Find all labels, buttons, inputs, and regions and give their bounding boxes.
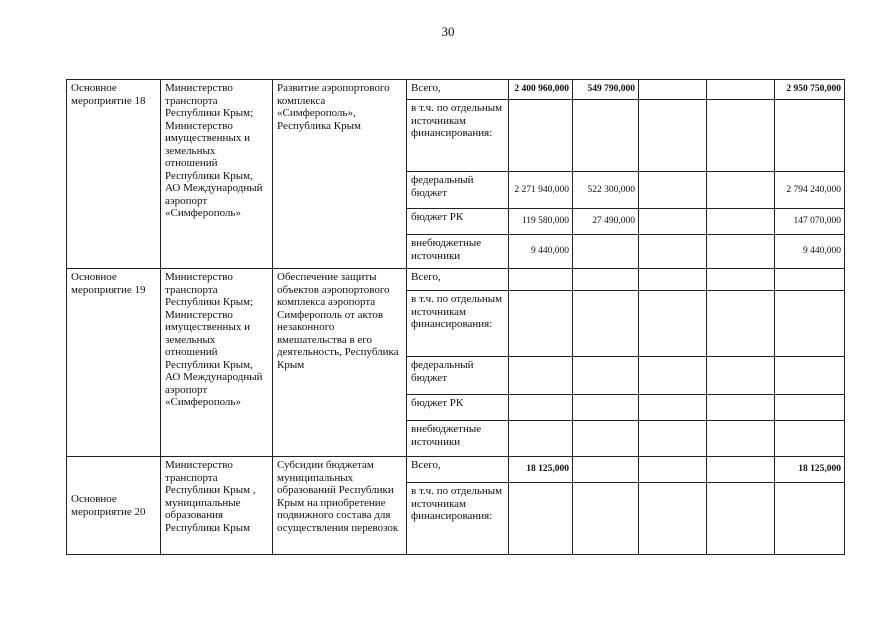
amount-cell [639, 100, 707, 172]
amount-cell [573, 421, 639, 457]
amount-cell [639, 457, 707, 483]
amount-cell: 9 440,000 [775, 235, 845, 269]
page-number: 30 [441, 24, 455, 39]
executor-cell: Министерство транспорта Республики Крым , муниципальные образования Республики Крым [161, 457, 273, 555]
amount-cell [639, 483, 707, 555]
amount-cell: 2 400 960,000 [509, 80, 573, 100]
amount-cell [707, 80, 775, 100]
amount-cell [639, 235, 707, 269]
table-row [67, 269, 845, 291]
amount-cell [639, 395, 707, 421]
amount-cell [775, 291, 845, 357]
amount-cell: 2 950 750,000 [775, 80, 845, 100]
amount-cell [707, 269, 775, 291]
amount-cell [639, 421, 707, 457]
amount-cell: 2 794 240,000 [775, 172, 845, 209]
amount-cell: 549 790,000 [573, 80, 639, 100]
amount-cell [775, 483, 845, 555]
amount-cell [509, 421, 573, 457]
amount-cell [707, 395, 775, 421]
amount-cell [509, 100, 573, 172]
amount-cell: 119 580,000 [509, 209, 573, 235]
amount-cell: 18 125,000 [775, 457, 845, 483]
amount-cell [573, 357, 639, 395]
table-row [67, 80, 845, 100]
funding-source-cell: бюджет РК [407, 395, 509, 421]
description-cell: Субсидии бюджетам муниципальных образований Республики Крым на приобретение подвижного состава для осуществления перевозок [273, 457, 407, 555]
table-row [67, 457, 845, 483]
amount-cell [707, 421, 775, 457]
amount-cell [573, 457, 639, 483]
amount-cell [707, 172, 775, 209]
amount-cell [573, 235, 639, 269]
funding-source-cell: Всего, [407, 80, 509, 100]
amount-cell [707, 291, 775, 357]
funding-source-cell: федеральный бюджет [407, 172, 509, 209]
amount-cell [573, 100, 639, 172]
measure-name-cell: Основное мероприятие 20 [67, 457, 161, 555]
amount-cell [573, 269, 639, 291]
funding-source-cell: в т.ч. по отдельным источникам финансирования: [407, 100, 509, 172]
amount-cell [573, 483, 639, 555]
amount-cell [639, 291, 707, 357]
amount-cell: 27 490,000 [573, 209, 639, 235]
amount-cell [707, 235, 775, 269]
funding-source-cell: федеральный бюджет [407, 357, 509, 395]
funding-source-cell: внебюджетные источники [407, 235, 509, 269]
executor-cell: Министерство транспорта Республики Крым; Министерство имущественных и земельных отношений Республики Крым, АО Международный аэропорт «Симферополь» [161, 80, 273, 269]
amount-cell [707, 457, 775, 483]
amount-cell [509, 291, 573, 357]
funding-source-cell: в т.ч. по отдельным источникам финансирования: [407, 483, 509, 555]
amount-cell: 9 440,000 [509, 235, 573, 269]
amount-cell [775, 100, 845, 172]
description-cell: Развитие аэропортового комплекса «Симферополь», Республика Крым [273, 80, 407, 269]
amount-cell [707, 209, 775, 235]
funding-source-cell: внебюджетные источники [407, 421, 509, 457]
amount-cell [639, 80, 707, 100]
amount-cell [775, 395, 845, 421]
amount-cell [509, 395, 573, 421]
amount-cell [509, 483, 573, 555]
funding-source-cell: Всего, [407, 457, 509, 483]
amount-cell [639, 209, 707, 235]
amount-cell [707, 100, 775, 172]
amount-cell [775, 357, 845, 395]
measure-name-cell: Основное мероприятие 19 [67, 269, 161, 457]
amount-cell: 2 271 940,000 [509, 172, 573, 209]
funding-source-cell: Всего, [407, 269, 509, 291]
description-cell: Обеспечение защиты объектов аэропортового комплекса аэропорта Симферополь от актов незаконного вмешательства в его деятельность, Республика Крым [273, 269, 407, 457]
funding-source-cell: бюджет РК [407, 209, 509, 235]
amount-cell [639, 172, 707, 209]
executor-cell: Министерство транспорта Республики Крым; Министерство имущественных и земельных отношений Республики Крым, АО Международный аэропорт «Симферополь» [161, 269, 273, 457]
amount-cell [775, 269, 845, 291]
amount-cell [707, 483, 775, 555]
amount-cell [509, 357, 573, 395]
amount-cell [573, 291, 639, 357]
amount-cell [639, 357, 707, 395]
measure-name-cell: Основное мероприятие 18 [67, 80, 161, 269]
amount-cell [639, 269, 707, 291]
amount-cell [775, 421, 845, 457]
funding-table [66, 79, 845, 555]
amount-cell: 147 070,000 [775, 209, 845, 235]
funding-source-cell: в т.ч. по отдельным источникам финансирования: [407, 291, 509, 357]
amount-cell [573, 395, 639, 421]
amount-cell: 18 125,000 [509, 457, 573, 483]
amount-cell [707, 357, 775, 395]
amount-cell: 522 300,000 [573, 172, 639, 209]
amount-cell [509, 269, 573, 291]
